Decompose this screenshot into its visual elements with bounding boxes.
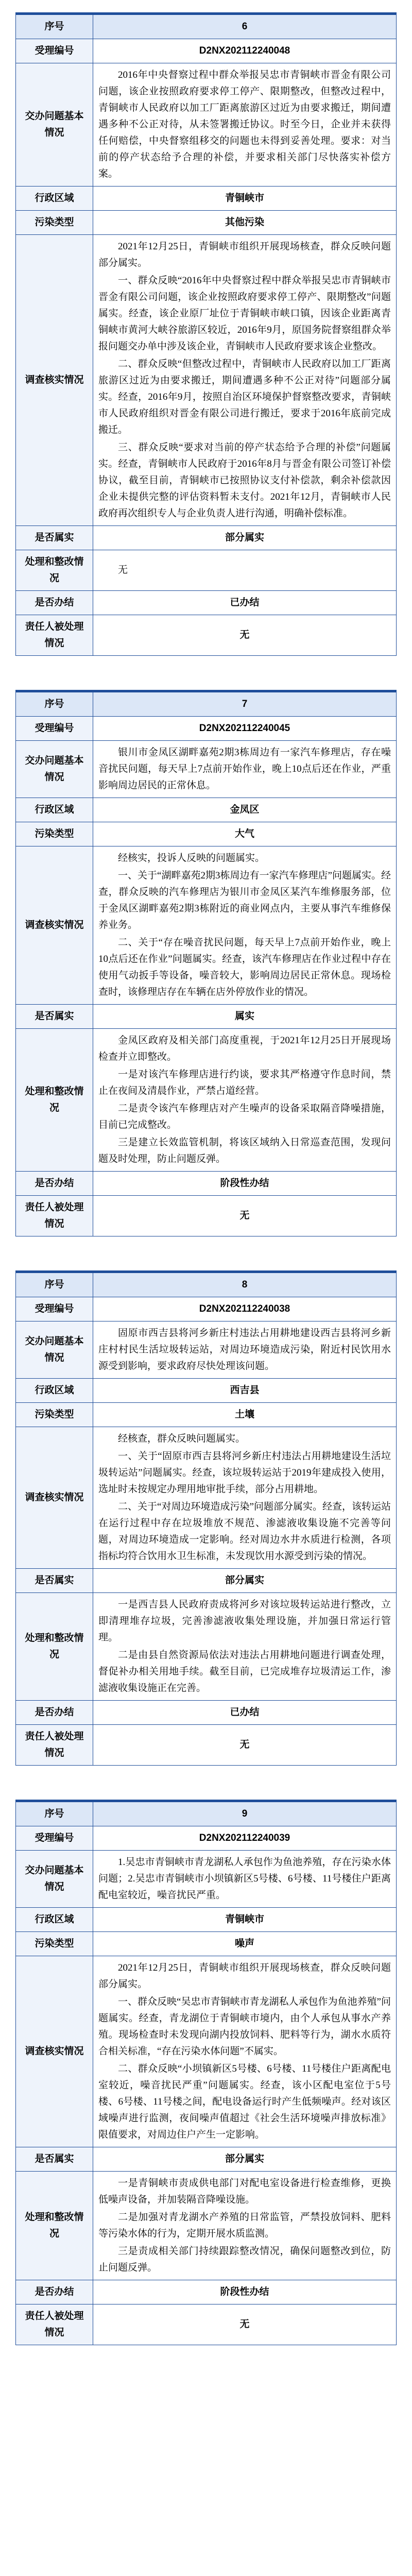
handling-label: 处理和整改情况	[16, 1029, 93, 1172]
verify-paragraph: 一、群众反映“吴忠市青铜峡市青龙湖私人承包作为鱼池养殖”问题属实。经查，青龙湖位于青铜峡市境内，由个人承包从事水产养殖。现场检查时未发现向湖内投放饲料、肥料等行为，湖水水质符合相关标准，“存在污染水体问题”不属实。	[98, 1996, 391, 2057]
verify-paragraph: 二、关于“对周边环境造成污染”问题部分属实。经查，该转运站在运行过程中存在垃圾堆放不规范、渗滤液收集设施不完善等问题，对周边环境造成一定影响。经对周边水井水质进行检测，各项指标均符合饮用水卫生标准，未发现饮用水源受到污染的情况。	[98, 1501, 391, 1562]
code-label: 受理编号	[16, 1826, 93, 1851]
code-label: 受理编号	[16, 1297, 93, 1321]
region-value: 金凤区	[93, 798, 397, 822]
verify-value	[93, 1956, 397, 2147]
handling-paragraph: 一是西吉县人民政府责成将河乡对该垃圾转运站进行整改，立即清理堆存垃圾，完善渗滤液收集处理设施，并加强日常运行管理。	[98, 1599, 391, 1643]
verify-label: 调查核实情况	[16, 235, 93, 526]
accountable-label: 责任人被处理情况	[16, 1196, 93, 1236]
basic-value	[93, 1321, 397, 1379]
is-true-value: 部分属实	[93, 526, 397, 550]
case-card	[15, 12, 397, 656]
is-true-value: 属实	[93, 1005, 397, 1029]
code-value: D2NX202112240039	[93, 1826, 397, 1851]
pollution-value: 噪声	[93, 1932, 397, 1956]
pollution-value: 其他污染	[93, 211, 397, 235]
seq-label: 序号	[16, 15, 93, 39]
pollution-label: 污染类型	[16, 822, 93, 846]
handling-value	[93, 2172, 397, 2280]
accountable-value: 无	[93, 615, 397, 656]
basic-text: 1.吴忠市青铜峡市青龙湖私人承包作为鱼池养殖，存在污染水体问题；2.吴忠市青铜峡市小坝镇新区5号楼、6号楼、11号楼住户距离配电室较近，噪音扰民严重。	[98, 1857, 391, 1901]
seq-label: 序号	[16, 1273, 93, 1297]
seq-value: 7	[93, 692, 397, 717]
basic-label: 交办问题基本情况	[16, 741, 93, 798]
region-label: 行政区域	[16, 1908, 93, 1932]
verify-label: 调查核实情况	[16, 846, 93, 1005]
seq-value: 6	[93, 15, 397, 39]
case-table	[15, 14, 397, 656]
region-label: 行政区域	[16, 798, 93, 822]
done-label: 是否办结	[16, 2280, 93, 2304]
handling-paragraph: 二是责令该汽车修理店对产生噪声的设备采取隔音降噪措施，目前已完成整改。	[98, 1103, 391, 1130]
verify-paragraph: 二、群众反映“但整改过程中，青铜峡市人民政府以加工厂距离旅游区过近为由要求搬迁，期间遭遇多种不公正对待”问题部分属实。经查，2016年9月，按照自治区环境保护督察整改要求，青铜峡市人民政府组织对晋金有限公司进行搬迁，要求于2016年底前完成搬迁。	[98, 359, 391, 435]
region-value: 西吉县	[93, 1379, 397, 1403]
verify-paragraph: 2021年12月25日，青铜峡市组织开展现场核查，群众反映问题部分属实。	[98, 241, 391, 268]
accountable-value: 无	[93, 1196, 397, 1236]
handling-paragraph: 三是建立长效监管机制，将该区域纳入日常巡查范围，发现问题及时处理，防止问题反弹。	[98, 1137, 391, 1164]
is-true-label: 是否属实	[16, 1005, 93, 1029]
code-label: 受理编号	[16, 39, 93, 63]
done-value: 阶段性办结	[93, 1172, 397, 1196]
code-value: D2NX202112240048	[93, 39, 397, 63]
done-value: 已办结	[93, 1701, 397, 1725]
code-value: D2NX202112240038	[93, 1297, 397, 1321]
region-value: 青铜峡市	[93, 187, 397, 211]
verify-paragraph: 一、关于“固原市西吉县将河乡新庄村违法占用耕地建设生活垃圾转运站”问题属实。经查，该垃圾转运站于2019年建成投入使用，选址时未按规定办理用地审批手续，部分占用耕地。	[98, 1451, 391, 1495]
is-true-label: 是否属实	[16, 1569, 93, 1593]
handling-value	[93, 1029, 397, 1172]
accountable-label: 责任人被处理情况	[16, 2304, 93, 2345]
done-value: 阶段性办结	[93, 2280, 397, 2304]
pollution-label: 污染类型	[16, 211, 93, 235]
handling-label: 处理和整改情况	[16, 1593, 93, 1701]
verify-label: 调查核实情况	[16, 1427, 93, 1569]
case-card	[15, 690, 397, 1236]
verify-value	[93, 235, 397, 526]
handling-paragraph: 一是对该汽车修理店进行约谈，要求其严格遵守作息时间，禁止在夜间及清晨作业，严禁占道经营。	[98, 1069, 391, 1096]
handling-label: 处理和整改情况	[16, 2172, 93, 2280]
pollution-value: 大气	[93, 822, 397, 846]
region-label: 行政区域	[16, 1379, 93, 1403]
verify-paragraph: 二、关于“存在噪音扰民问题，每天早上7点前开始作业，晚上10点后还在作业”问题属实。经查，该汽车修理店在作业过程中存在使用气动扳手等设备，噪音较大，影响周边居民正常休息。现场检查时，该修理店存在车辆在店外停放作业的情况。	[98, 937, 391, 997]
pollution-label: 污染类型	[16, 1932, 93, 1956]
verify-paragraph: 二、群众反映“小坝镇新区5号楼、6号楼、11号楼住户距离配电室较近，噪音扰民严重”问题属实。经查，该小区配电室位于5号楼、6号楼、11号楼之间，配电设备运行时产生低频噪声。经对该区域噪声进行监测，夜间噪声值超过《社会生活环境噪声排放标准》限值要求，对周边住户产生一定影响。	[98, 2063, 391, 2140]
done-value: 已办结	[93, 591, 397, 615]
basic-label: 交办问题基本情况	[16, 63, 93, 187]
basic-text: 固原市西吉县将河乡新庄村违法占用耕地建设西吉县将河乡新庄村村民生活垃圾转运站，对周边环境造成污染，附近村民饮用水源受到影响，要求政府尽快处理该问题。	[98, 1328, 391, 1371]
region-value: 青铜峡市	[93, 1908, 397, 1932]
verify-paragraph: 一、关于“湖畔嘉苑2期3栋周边有一家汽车修理店”问题属实。经查，群众反映的汽车修理店为银川市金凤区某汽车维修服务部，位于金凤区湖畔嘉苑2期3栋附近的商业网点内，主要从事汽车维修保养业务。	[98, 870, 391, 930]
handling-paragraph: 金凤区政府及相关部门高度重视，于2021年12月25日开展现场检查并立即整改。	[98, 1035, 391, 1062]
verify-value	[93, 1427, 397, 1569]
is-true-value: 部分属实	[93, 1569, 397, 1593]
done-label: 是否办结	[16, 591, 93, 615]
code-value: D2NX202112240045	[93, 717, 397, 741]
basic-text: 2016年中央督察过程中群众举报吴忠市青铜峡市晋金有限公司问题，该企业按照政府要求停工停产、限期整改，但整改过程中，青铜峡市人民政府以加工厂距离旅游区过近为由要求搬迁，期间遭遇多种不公正对待，从未签署搬迁协议。时至今日，企业并未获得任何赔偿，中央督察组移交的问题也未得到妥善处理。要求：对当前的停产状态给予合理的补偿，并要求相关部门尽快落实补偿方案。	[98, 70, 391, 179]
verify-value	[93, 846, 397, 1005]
case-card	[15, 1800, 397, 2345]
is-true-label: 是否属实	[16, 526, 93, 550]
case-table	[15, 692, 397, 1236]
case-table	[15, 1273, 397, 1766]
verify-paragraph: 三、群众反映“要求对当前的停产状态给予合理的补偿”问题属实。经查，青铜峡市人民政府于2016年8月与晋金有限公司签订补偿协议，截至目前，青铜峡市已按照协议支付补偿款，剩余补偿款因企业未提供完整的评估资料暂未支付。2021年12月，青铜峡市人民政府再次组织专人与企业负责人进行沟通，明确补偿标准。	[98, 442, 391, 519]
is-true-value: 部分属实	[93, 2147, 397, 2172]
case-table	[15, 1802, 397, 2345]
handling-value	[93, 1593, 397, 1701]
verify-paragraph: 2021年12月25日，青铜峡市组织开展现场核查，群众反映问题部分属实。	[98, 1962, 391, 1990]
seq-label: 序号	[16, 692, 93, 717]
pollution-value: 土壤	[93, 1403, 397, 1427]
accountable-label: 责任人被处理情况	[16, 1725, 93, 1766]
basic-value	[93, 1851, 397, 1908]
basic-value	[93, 741, 397, 798]
is-true-label: 是否属实	[16, 2147, 93, 2172]
handling-paragraph: 二是由县自然资源局依法对违法占用耕地问题进行调查处理，督促补办相关用地手续。截至目前，已完成堆存垃圾清运工作，渗滤液收集设施正在完善。	[98, 1650, 391, 1693]
done-label: 是否办结	[16, 1701, 93, 1725]
verify-paragraph: 经核查，群众反映问题属实。	[118, 1433, 246, 1444]
accountable-value: 无	[93, 2304, 397, 2345]
basic-value	[93, 63, 397, 187]
done-label: 是否办结	[16, 1172, 93, 1196]
region-label: 行政区域	[16, 187, 93, 211]
basic-label: 交办问题基本情况	[16, 1321, 93, 1379]
basic-label: 交办问题基本情况	[16, 1851, 93, 1908]
seq-label: 序号	[16, 1802, 93, 1826]
verify-paragraph: 一、群众反映“2016年中央督察过程中群众举报吴忠市青铜峡市晋金有限公司问题，该企业按照政府要求停工停产、限期整改”问题属实。经查，该企业原厂址位于青铜峡市峡口镇，因该企业距离青铜峡市黄河大峡谷旅游区较近，2016年9月，原国务院督察组群众举报问题交办单中涉及该企业，青铜峡市人民政府要求该企业整改。	[98, 275, 391, 352]
seq-value: 9	[93, 1802, 397, 1826]
code-label: 受理编号	[16, 717, 93, 741]
verify-paragraph: 经核实，投诉人反映的问题属实。	[118, 853, 265, 863]
handling-paragraph: 一是青铜峡市责成供电部门对配电室设备进行检查维修，更换低噪声设备，并加装隔音降噪设施。	[98, 2178, 391, 2205]
handling-paragraph: 三是责成相关部门持续跟踪整改情况，确保问题整改到位，防止问题反弹。	[98, 2246, 391, 2273]
handling-paragraph: 二是加强对青龙湖水产养殖的日常监管，严禁投放饲料、肥料等污染水体的行为，定期开展水质监测。	[98, 2212, 391, 2239]
seq-value: 8	[93, 1273, 397, 1297]
handling-value	[93, 550, 397, 591]
verify-label: 调查核实情况	[16, 1956, 93, 2147]
pollution-label: 污染类型	[16, 1403, 93, 1427]
accountable-value: 无	[93, 1725, 397, 1766]
case-card	[15, 1270, 397, 1766]
handling-label: 处理和整改情况	[16, 550, 93, 591]
handling-text: 无	[118, 565, 128, 575]
basic-text: 银川市金凤区湖畔嘉苑2期3栋周边有一家汽车修理店，存在噪音扰民问题，每天早上7点前开始作业，晚上10点后还在作业，严重影响周边居民的正常休息。	[98, 747, 391, 791]
accountable-label: 责任人被处理情况	[16, 615, 93, 656]
